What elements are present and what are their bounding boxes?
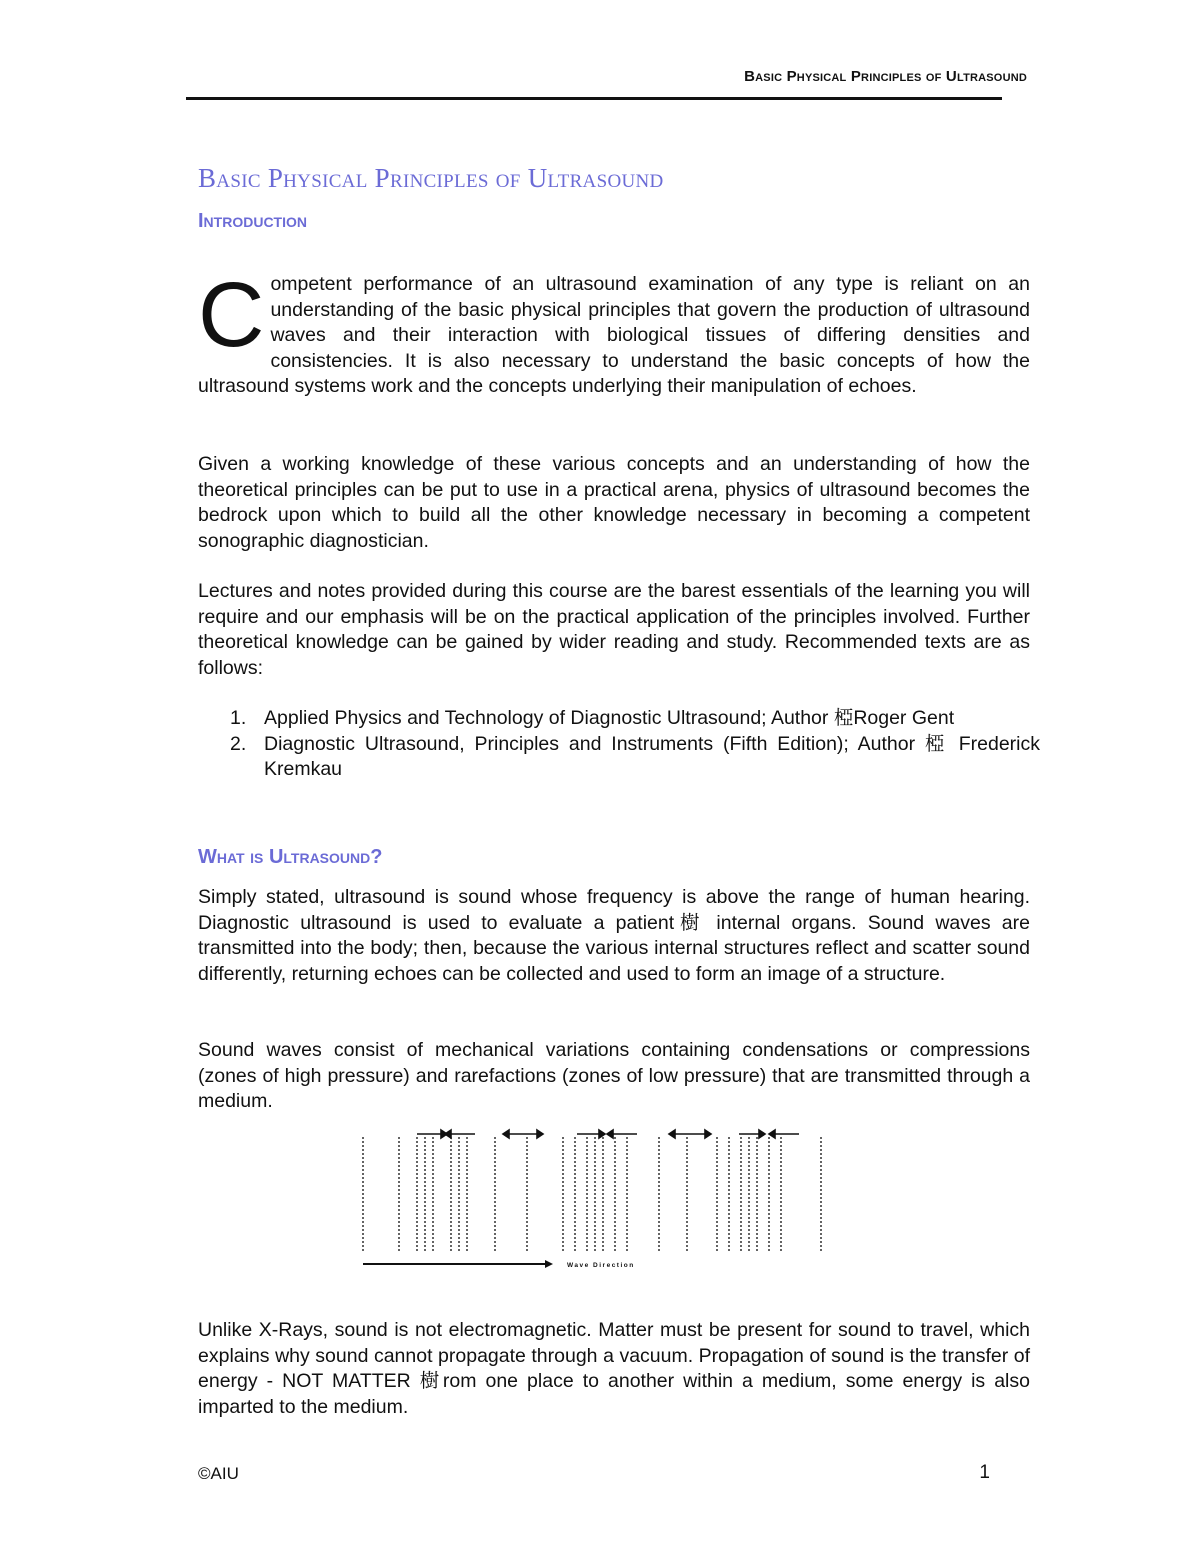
intro-paragraph-2: Given a working knowledge of these various concepts and an understanding of how the theoretical principles can be put to use in a practical arena, physics of ultrasound becomes the bedrock upon which to build all the other knowledge necessary in becoming a competent sonographic diagnostician. <box>198 453 1030 552</box>
dropcap-letter: C <box>198 264 265 366</box>
document-title: Basic Physical Principles of Ultrasound <box>198 163 664 193</box>
what-is-paragraph-2: Sound waves consist of mechanical variations containing condensations or compressions (zones of high pressure) and rarefactions (zones of low pressure) that are transmitted through a medium. <box>198 1039 1030 1112</box>
footer-page-number: 1 <box>979 1462 990 1483</box>
introduction-heading: Introduction <box>198 210 307 232</box>
direction-arrow <box>363 1260 553 1268</box>
intro-paragraph-3: Lectures and notes provided during this course are the barest essentials of the learning you will require and our emphasis will be on the practical application of the principles involved. Further theoretical knowledge can be gained by wider reading and study. Recommended texts are as follows: <box>198 580 1030 679</box>
compression-arrows <box>417 1130 799 1138</box>
what-is-ultrasound-heading: What is Ultrasound? <box>198 846 383 868</box>
header-rule <box>186 97 1002 100</box>
list-item <box>230 706 1040 732</box>
list-item <box>230 732 1040 783</box>
list-item-text: Applied Physics and Technology of Diagnostic Ultrasound; Author 椏Roger Gent <box>264 707 955 729</box>
footer-copyright: ©AIU <box>198 1464 239 1483</box>
recommended-texts-list <box>230 706 1040 783</box>
compression-rarefaction-diagram <box>355 1125 835 1275</box>
wave-lines <box>363 1137 821 1253</box>
list-item-text: Diagnostic Ultrasound, Principles and Instruments (Fifth Edition); Author 椏 Frederick Kremkau <box>264 732 1040 780</box>
list-number: 2. <box>230 732 247 755</box>
what-is-paragraph-3: Unlike X-Rays, sound is not electromagnetic. Matter must be present for sound to travel, which explains why sound cannot propagate through a vacuum. Propagation of sound is the transfer of energy - NOT MATTER 樹rom one place to another within a medium, some energy is also imparted to the medium. <box>198 1319 1030 1418</box>
list-number: 1. <box>230 707 247 729</box>
intro-paragraph-1 <box>198 264 1030 400</box>
wave-direction-caption: Wave Direction <box>567 1262 635 1269</box>
what-is-paragraph-1: Simply stated, ultrasound is sound whose frequency is above the range of human hearing. Diagnostic ultrasound is used to evaluate a patient樹 internal organs. Sound waves are transmitted into the body; then, because the various internal structures reflect and scatter sound differently, returning echoes can be collected and used to form an image of a structure. <box>198 886 1030 985</box>
running-header: Basic Physical Principles of Ultrasound <box>744 68 1027 85</box>
intro-paragraph-1-text: ompetent performance of an ultrasound examination of any type is reliant on an understanding of the basic physical principles that govern the production of ultrasound waves and their interaction with biological tissues of differing densities and consistencies. It is also necessary to understand the basic concepts of how the ultrasound systems work and the concepts underlying their manipulation of echoes. <box>198 273 1030 397</box>
